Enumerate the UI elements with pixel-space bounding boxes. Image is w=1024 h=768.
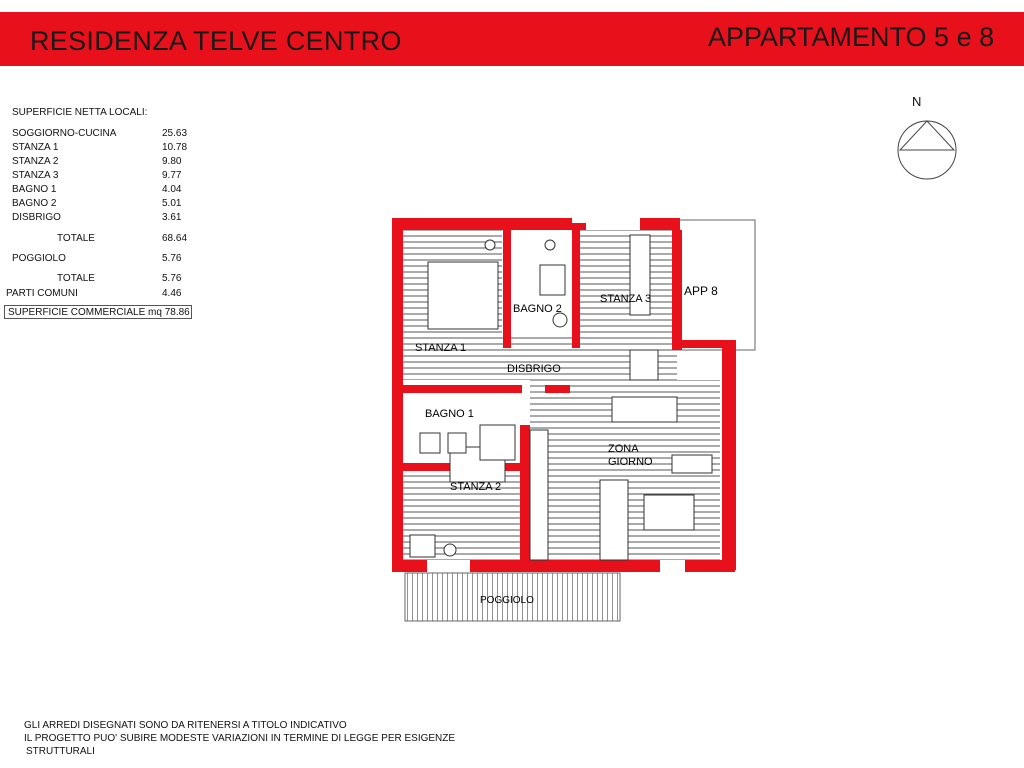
room-label: BAGNO 2 bbox=[12, 198, 57, 209]
room-label: STANZA 2 bbox=[12, 156, 59, 167]
apartment-title: APPARTAMENTO 5 e 8 bbox=[708, 22, 995, 52]
label-poggiolo: POGGIOLO bbox=[480, 595, 534, 606]
compass-icon bbox=[892, 92, 962, 182]
parti-comuni-label: PARTI COMUNI bbox=[6, 288, 78, 299]
room-label: SOGGIORNO-CUCINA bbox=[12, 128, 117, 139]
surface-row bbox=[12, 170, 187, 184]
label-stanza1: STANZA 1 bbox=[415, 342, 467, 354]
surface-table-title: SUPERFICIE NETTA LOCALI: bbox=[12, 107, 148, 118]
notes bbox=[24, 719, 524, 758]
poggiolo-row bbox=[12, 253, 187, 267]
room-value: 4.04 bbox=[162, 184, 182, 195]
surface-row bbox=[12, 156, 187, 170]
surface-row bbox=[12, 212, 187, 226]
room-value: 10.78 bbox=[162, 142, 188, 153]
label-bagno1: BAGNO 1 bbox=[425, 408, 474, 420]
surface-row bbox=[12, 198, 187, 212]
total-label: TOTALE bbox=[57, 273, 95, 284]
label-zona: ZONA bbox=[608, 443, 639, 455]
parti-comuni-row bbox=[6, 288, 181, 302]
room-label: STANZA 1 bbox=[12, 142, 59, 153]
room-value: 25.63 bbox=[162, 128, 188, 139]
room-label: BAGNO 1 bbox=[12, 184, 57, 195]
label-giorno: GIORNO bbox=[608, 456, 653, 468]
commercial-surface-box: SUPERFICIE COMMERCIALE mq 78.86 bbox=[4, 305, 192, 319]
room-value: 9.80 bbox=[162, 156, 182, 167]
note-line: IL PROGETTO PUO' SUBIRE MODESTE VARIAZIONI IN TERMINE DI LEGGE PER ESIGENZE bbox=[24, 733, 456, 744]
label-stanza3: STANZA 3 bbox=[600, 293, 652, 305]
header-banner bbox=[0, 12, 1024, 66]
surface-row bbox=[12, 184, 187, 198]
label-disbrigo: DISBRIGO bbox=[507, 363, 561, 375]
label-app8: APP 8 bbox=[684, 284, 718, 298]
total-row bbox=[12, 273, 187, 287]
room-value: 9.77 bbox=[162, 170, 182, 181]
total-row bbox=[12, 233, 187, 247]
note-line: GLI ARREDI DISEGNATI SONO DA RITENERSI A TITOLO INDICATIVO bbox=[24, 720, 347, 731]
label-bagno2: BAGNO 2 bbox=[513, 303, 562, 315]
room-value: 5.01 bbox=[162, 198, 182, 209]
surface-row bbox=[12, 142, 187, 156]
total-label: TOTALE bbox=[57, 233, 95, 244]
total-value: 68.64 bbox=[162, 233, 188, 244]
project-title: RESIDENZA TELVE CENTRO bbox=[30, 26, 402, 56]
room-label: STANZA 3 bbox=[12, 170, 59, 181]
total-value: 5.76 bbox=[162, 273, 182, 284]
room-value: 3.61 bbox=[162, 212, 182, 223]
north-label: N bbox=[912, 94, 922, 109]
floor-plan bbox=[350, 185, 770, 635]
note-line: STRUTTURALI bbox=[26, 746, 95, 757]
label-stanza2: STANZA 2 bbox=[450, 481, 502, 493]
surface-row bbox=[12, 128, 187, 142]
room-label: DISBRIGO bbox=[12, 212, 61, 223]
poggiolo-label: POGGIOLO bbox=[12, 253, 66, 264]
north-compass bbox=[892, 92, 962, 182]
poggiolo-value: 5.76 bbox=[162, 253, 182, 264]
parti-comuni-value: 4.46 bbox=[162, 288, 182, 299]
